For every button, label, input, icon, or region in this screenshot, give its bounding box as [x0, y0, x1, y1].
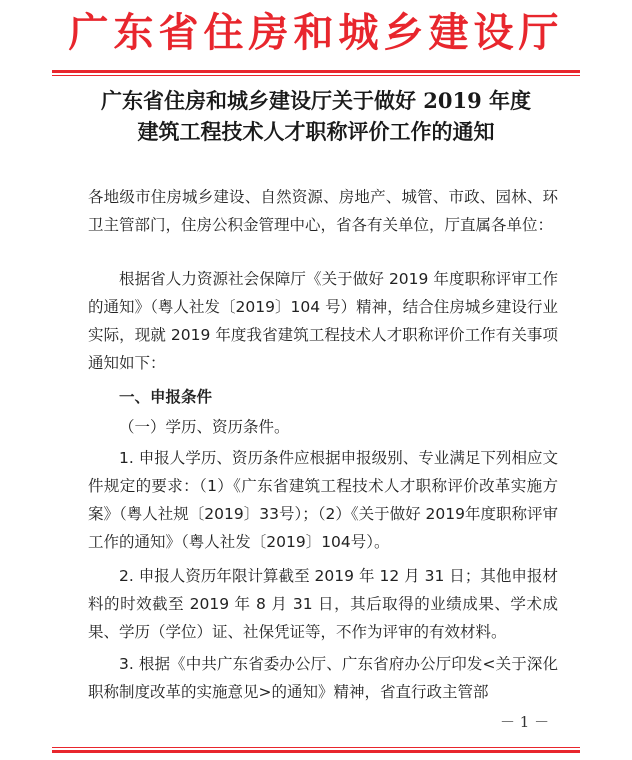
- salutation-paragraph: 各地级市住房城乡建设、自然资源、房地产、城管、市政、园林、环卫主管部门，住房公积金管理中心，省各有关单位，厅直属各单位：: [88, 188, 558, 234]
- document-title-line-1: 广东省住房和城乡建设厅关于做好 2019 年度: [100, 88, 532, 113]
- footer-divider-thin: [52, 747, 580, 748]
- section-heading: 一、申报条件: [119, 388, 213, 406]
- subsection-heading: （一）学历、资历条件。: [119, 418, 290, 436]
- masthead-divider-thick: [52, 70, 580, 73]
- list-item-1: 1. 申报人学历、资历条件应根据申报级别、专业满足下列相应文件规定的要求：（1）《广东省建筑工程技术人才职称评价改革实施方案》（粤人社规〔2019〕33号）；（2）《关于做好 2019年度职称评审工作的通知》（粤人社发〔2019〕104号）。: [88, 449, 558, 551]
- agency-masthead: 广东省住房和城乡建设厅: [68, 9, 564, 56]
- list-item-2: 2. 申报人资历年限计算截至 2019 年 12 月 31 日；其他申报材料的时效截至 2019 年 8 月 31 日，其后取得的业绩成果、学术成果、学历（学位）证、社保凭证等，不作为评审的有效材料。: [88, 567, 558, 641]
- list-item-3: 3. 根据《中共广东省委办公厅、广东省府办公厅印发<关于深化职称制度改革的实施意见>的通知》精神，省直行政主管部: [88, 655, 558, 701]
- footer-divider-thick: [52, 750, 580, 753]
- masthead-divider-thin: [52, 75, 580, 76]
- page-number: － 1 －: [500, 713, 550, 731]
- intro-paragraph: 根据省人力资源社会保障厅《关于做好 2019 年度职称评审工作的通知》（粤人社发〔2019〕104 号）精神，结合住房城乡建设行业实际，现就 2019 年度我省建筑工程技术人才职称评价工作有关事项通知如下：: [88, 270, 558, 372]
- document-title-line-2: 建筑工程技术人才职称评价工作的通知: [137, 119, 495, 144]
